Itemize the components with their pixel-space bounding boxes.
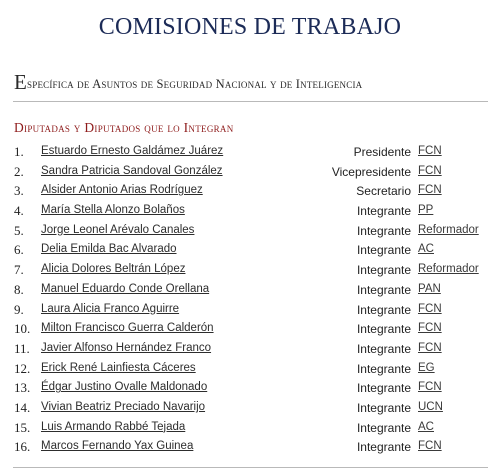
member-row [0,380,500,400]
member-role: Integrante [356,361,411,376]
member-number: 10. [14,321,31,337]
member-role: Integrante [356,381,411,396]
member-number: 6. [14,242,24,258]
member-row [0,420,500,440]
member-party-link[interactable]: PP [418,204,434,217]
member-row [0,223,500,243]
member-party-link[interactable]: PAN [418,282,441,295]
member-party-link[interactable]: UCN [418,400,443,413]
member-role: Integrante [356,302,411,317]
member-party-link[interactable]: FCN [418,302,442,315]
member-role: Integrante [356,440,411,455]
member-number: 4. [14,203,24,219]
member-number: 11. [14,340,30,356]
member-number: 13. [14,380,31,396]
member-name-link[interactable]: Delia Emilda Bac Alvarado [41,243,177,256]
member-name-link[interactable]: Édgar Justino Ovalle Maldonado [41,381,208,394]
member-name-link[interactable]: Laura Alicia Franco Aguirre [41,302,180,315]
member-role: Integrante [356,223,411,238]
divider [13,467,488,468]
member-row [0,144,500,164]
member-party-link[interactable]: FCN [418,145,442,157]
member-name-link[interactable]: Vivian Beatriz Preciado Navarijo [41,400,206,413]
member-number: 12. [14,360,31,376]
member-row [0,262,500,282]
member-party-link[interactable]: FCN [418,440,442,453]
member-party-link[interactable]: EG [418,361,435,374]
member-row [0,183,500,203]
member-row [0,302,500,322]
member-role: Integrante [356,400,411,415]
member-role: Vicepresidente [331,164,411,179]
member-row [0,321,500,341]
member-name-link[interactable]: Alsider Antonio Arias Rodríguez [41,184,203,197]
member-role: Secretario [356,184,411,199]
member-number: 7. [14,262,24,278]
member-party-link[interactable]: Reformador [418,223,479,236]
member-name-link[interactable]: Luis Armando Rabbé Tejada [41,420,186,433]
member-role: Integrante [356,282,411,297]
member-name-link[interactable]: Sandra Patricia Sandoval González [41,164,223,177]
member-row [0,164,500,184]
member-number: 15. [14,419,31,435]
member-party-link[interactable]: FCN [418,184,442,197]
member-name-link[interactable]: Alicia Dolores Beltrán López [41,263,186,276]
member-name-link[interactable]: Marcos Fernando Yax Guinea [41,440,194,453]
member-party-link[interactable]: AC [418,420,434,433]
member-party-link[interactable]: FCN [418,322,442,335]
commission-title-rest: specífica de Asuntos de Seguridad Nacional y de Inteligencia [27,77,363,91]
member-number: 1. [14,144,24,159]
member-party-link[interactable]: FCN [418,341,442,354]
member-number: 3. [14,183,24,199]
member-name-link[interactable]: Manuel Eduardo Conde Orellana [41,282,210,295]
divider [13,101,488,102]
member-role: Integrante [356,420,411,435]
member-name-link[interactable]: Erick René Lainfiesta Cáceres [41,361,196,374]
commission-title-initial: E [14,70,28,94]
member-row [0,361,500,381]
commission-title [14,72,494,93]
member-name-link[interactable]: María Stella Alonzo Bolaños [41,204,185,217]
page-title: COMISIONES DE TRABAJO [98,14,402,40]
member-role: Integrante [356,263,411,278]
member-role: Presidente [353,145,411,159]
member-row [0,341,500,361]
member-party-link[interactable]: FCN [418,381,442,394]
member-number: 8. [14,281,24,297]
member-name-link[interactable]: Estuardo Ernesto Galdámez Juárez [41,145,224,157]
member-number: 5. [14,222,24,238]
member-role: Integrante [356,322,411,337]
member-number: 16. [14,439,31,455]
member-party-link[interactable]: FCN [418,164,442,177]
member-number: 2. [14,163,24,179]
member-row [0,203,500,223]
member-party-link[interactable]: Reformador [418,263,479,276]
member-name-link[interactable]: Milton Francisco Guerra Calderón [41,322,214,335]
member-role: Integrante [356,204,411,219]
member-row [0,282,500,302]
member-number: 14. [14,399,31,415]
member-role: Integrante [356,341,411,356]
member-role: Integrante [356,243,411,258]
member-row [0,242,500,262]
member-row [0,400,500,420]
member-number: 9. [14,301,24,317]
member-row [0,439,500,459]
member-name-link[interactable]: Jorge Leonel Arévalo Canales [41,223,195,236]
member-party-link[interactable]: AC [418,243,434,256]
members-heading: Diputadas y Diputados que lo Integran [14,120,234,135]
members-list [0,144,500,459]
member-name-link[interactable]: Javier Alfonso Hernández Franco [41,341,212,354]
